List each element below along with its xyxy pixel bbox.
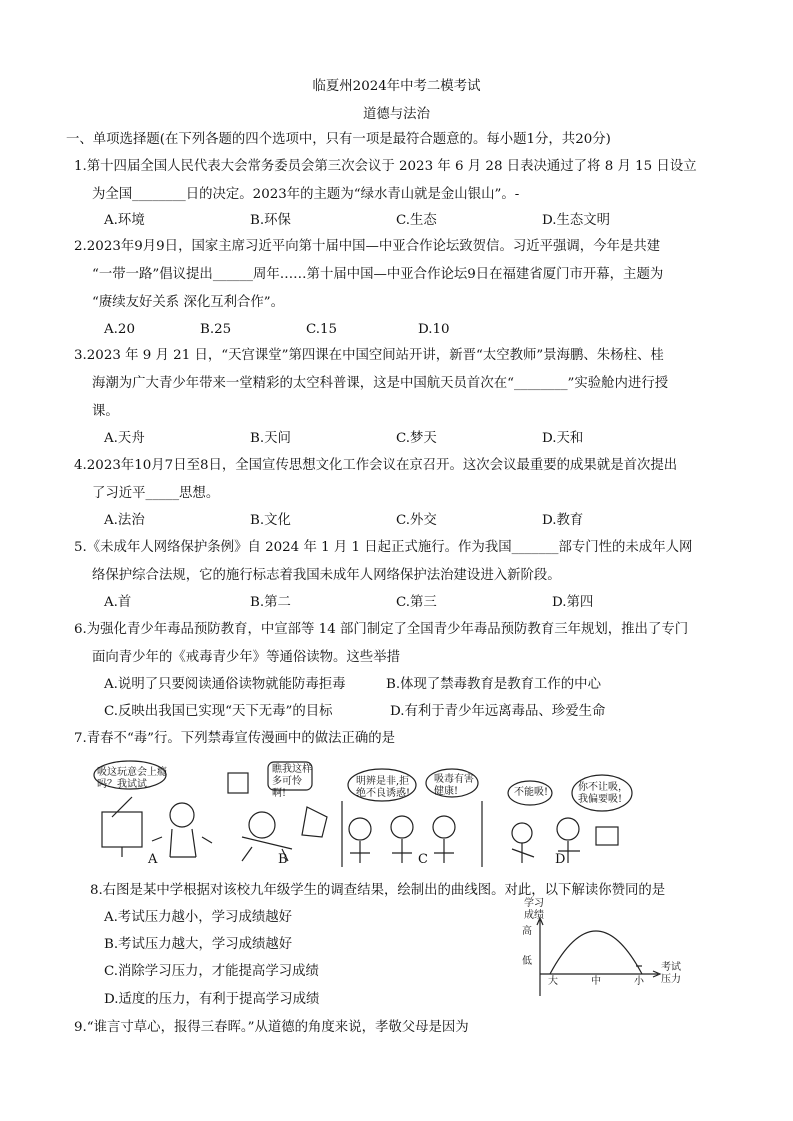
question-3-line-3: 课。 [92, 404, 119, 419]
comic-bubble-d1: 不能吸! [514, 787, 549, 798]
question-5-option-a: A.首 [104, 595, 132, 610]
graph-y-title: 学习成绩 [524, 898, 544, 921]
question-4-option-c: C.外交 [396, 513, 437, 528]
exam-title: 临夏州2024年中考二模考试 [312, 79, 481, 94]
question-3-option-c: C.梦天 [396, 431, 437, 446]
graph-x-tick-large: 大 [548, 976, 558, 987]
question-3-option-d: D.天和 [542, 431, 584, 446]
comic-bubble-b: 瞧我这样多可怜啊! [272, 764, 312, 799]
question-6-option-d: D.有利于青少年远离毒品、珍爱生命 [390, 704, 606, 719]
comic-label-b: B [278, 852, 288, 867]
question-1-line-1: 1.第十四届全国人民代表大会常务委员会第三次会议于 2023 年 6 月 28 日表决通过了将 8 月 15 日设立 [74, 159, 697, 174]
section-heading: 一、单项选择题(在下列各题的四个选项中，只有一项是最符合题意的。每小题1分，共20分) [66, 132, 611, 147]
question-2-option-c: C.15 [306, 322, 338, 337]
graph-x-title: 考试压力 [661, 962, 681, 985]
question-7-line-1: 7.青春不“毒”行。下列禁毒宣传漫画中的做法正确的是 [74, 731, 396, 746]
question-4-option-a: A.法治 [104, 513, 145, 528]
question-5-option-b: B.第二 [250, 595, 291, 610]
comic-label-d: D [555, 852, 566, 867]
question-5-option-c: C.第三 [396, 595, 437, 610]
comic-bubble-a: 吸这玩意会上瘾吗？我试试 [97, 767, 167, 790]
question-2-option-b: B.25 [200, 322, 232, 337]
comic-label-a: A [148, 852, 158, 867]
question-4-line-2: 了习近平_____思想。 [92, 486, 220, 501]
question-3-option-a: A.天舟 [104, 431, 145, 446]
question-1-option-a: A.环境 [104, 213, 145, 228]
question-5-line-1: 5.《未成年人网络保护条例》自 2024 年 1 月 1 日起正式施行。作为我国_______部专门性的未成年人网 [74, 540, 693, 555]
question-2-option-d: D.10 [418, 322, 450, 337]
graph-curve [550, 931, 642, 974]
question-6-line-2: 面向青少年的《戒毒青少年》等通俗读物。这些举措 [92, 650, 400, 665]
question-4-option-d: D.教育 [542, 513, 584, 528]
question-6-option-c: C.反映出我国已实现“天下无毒”的目标 [104, 704, 333, 719]
question-8-option-b: B.考试压力越大，学习成绩越好 [104, 937, 293, 952]
question-2-line-1: 2.2023年9月9日，国家主席习近平向第十届中国—中亚合作论坛致贺信。习近平强调，今年是共建 [74, 239, 661, 254]
question-5-line-2: 络保护综合法规，它的施行标志着我国未成年人网络保护法治建设进入新阶段。 [92, 568, 561, 583]
question-6-line-1: 6.为强化青少年毒品预防教育，中宣部等 14 部门制定了全国青少年毒品预防教育三年规划，推出了专门 [74, 622, 689, 637]
question-8-line-1: 8.右图是某中学根据对该校九年级学生的调查结果，绘制出的曲线图。对此，以下解读你赞同的是 [90, 883, 666, 898]
graph-x-tick-medium: 中 [591, 976, 601, 987]
comic-bubble-d2: 你不让吸，我偏要吸! [578, 782, 628, 805]
comic-bubble-c1: 明辨是非,拒绝不良诱惑! [356, 776, 411, 799]
question-4-line-1: 4.2023年10月7日至8日，全国宣传思想文化工作会议在京召开。这次会议最重要的成果就是首次提出 [74, 458, 678, 473]
question-8-option-a: A.考试压力越小，学习成绩越好 [104, 910, 293, 925]
comic-label-c: C [418, 852, 428, 867]
graph-y-low: 低 [522, 956, 532, 967]
question-2-option-a: A.20 [104, 322, 135, 337]
question-3-line-1: 3.2023 年 9 月 21 日，“天宫课堂”第四课在中国空间站开讲，新晋“太空教师”景海鹏、朱杨柱、桂 [74, 348, 664, 363]
question-2-line-2: “一带一路”倡议提出______周年……第十届中国—中亚合作论坛9日在福建省厦门市开幕，主题为 [92, 267, 664, 282]
question-8-option-c: C.消除学习压力，才能提高学习成绩 [104, 964, 319, 979]
subject-title: 道德与法治 [363, 107, 430, 122]
graph-y-high: 高 [522, 926, 532, 937]
question-1-option-c: C.生态 [396, 213, 437, 228]
question-6-option-a: A.说明了只要阅读通俗读物就能防毒拒毒 [104, 677, 346, 692]
question-1-option-b: B.环保 [250, 213, 291, 228]
question-6-option-b: B.体现了禁毒教育是教育工作的中心 [386, 677, 601, 692]
question-8-option-d: D.适度的压力，有利于提高学习成绩 [104, 992, 320, 1007]
question-3-line-2: 海潮为广大青少年带来一堂精彩的太空科普课，这是中国航天员首次在“________”实验舱内进行授 [92, 376, 669, 391]
question-2-line-3: “赓续友好关系 深化互利合作”。 [92, 295, 285, 310]
question-5-option-d: D.第四 [552, 595, 594, 610]
question-1-line-2: 为全国________日的决定。2023年的主题为“绿水青山就是金山银山”。- [92, 187, 520, 202]
comic-bubble-c2: 吸毒有害健康! [434, 774, 474, 797]
question-1-option-d: D.生态文明 [542, 213, 611, 228]
question-3-option-b: B.天问 [250, 431, 291, 446]
question-9-line-1: 9.“谁言寸草心，报得三春晖。”从道德的角度来说，孝敬父母是因为 [74, 1020, 469, 1035]
graph-x-tick-small: 小 [634, 976, 644, 987]
question-4-option-b: B.文化 [250, 513, 291, 528]
